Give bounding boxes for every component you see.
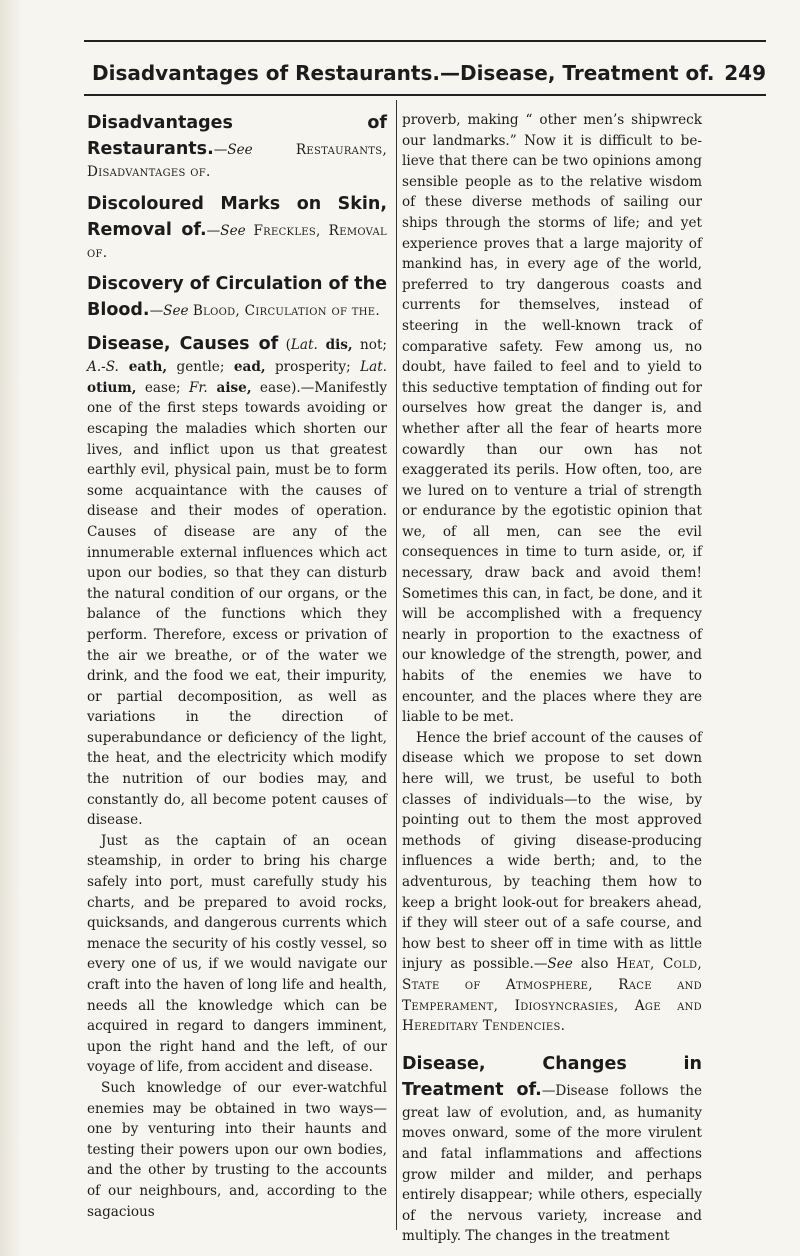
entry-body: —Disease follows the great law of evolution, and, as humanity moves onward, some of the more virulent and fatal inflammations and affections grow milder and milder, and perhaps entirely disappear; while others, especially of the nervous variety, increase and multiply. The changes in the treatment [402,1082,702,1245]
paragraph: proverb, making “ other men’s shipwreck our landmarks.” Now it is difficult to believe that there can be two opinions among sensible people as to the relative wisdom of these diverse methods of sailing our ships through the storms of life; and yet experience proves that a large majority of mankind has, in every age of the world, preferred to try dangerous coasts and currents for themselves, instead of steering in the well-known track of comparative safety. Few among us, no doubt, have failed to feel and to yield to this seductive temptation of finding out for ourselves how great the danger is, and whether after all the fear of hearts more cowardly than our own has not exaggerated its perils. How often, too, are we lured on to venture a trial of strength or endurance by the egotistic opinion that we, of all men, can see the evil consequences in time to turn aside, or, if necessary, draw back and avoid them! Sometimes this can, in fact, be done, and it will be accomplished with a frequency nearly in proportion to the exactness of our knowledge of the strength, power, and habits of the enemies we have to encounter, and the places where they are liable to be met. [402,112,702,726]
header-rule-bottom [84,94,766,96]
see-label: See [547,956,573,973]
entry-heading: Discovery of Circulation of the Blood. [87,274,387,321]
entry-discoloured-marks: Discoloured Marks on Skin, Removal of.—See Freckles, Removal of. [87,193,387,261]
see-label: See [227,142,253,158]
paragraph: Such knowledge of our ever-watchful enemies may be obtained in two ways—one by venturing into their haunts and testing their powers upon our own bodies, and the other by trusting to the accounts of our neighbours, and, according to the sagacious [87,1079,387,1220]
page-number: 249 [724,61,766,85]
running-head [92,58,766,88]
left-column [87,110,387,1222]
entry-disadvantages-of-restaurants: Disadvantages of Restaurants.—See Restaurants, Disadvantages of. [87,113,387,180]
entry-heading: Discoloured Marks on Skin, Removal of. [87,193,387,240]
see-label: See [163,303,189,320]
column-divider [396,100,397,1230]
entry-disease-causes-of: Disease, Causes of (Lat. dis, not; A.-S. eath, gentle; ead, prosperity; Lat. otium, ease; Fr. aise, ease).—Manifestly one of the first steps towards avoiding or escaping the maladies which shorten our lives, and inflict upon us that greatest earthly evil, physical pain, must be to form some acquaintance with the causes of disease and their modes of operation. Causes of disease are any of the innumerable external influences which act upon our bodies, so that they can disturb the natural condition of our organs, or the balance of the functions which they perform. Therefore, excess or privation of the air we breathe, or of the water we drink, and the food we eat, their impurity, or partial decomposition, as well as variations in the direction of superabundance or deficiency of the light, the heat, and the electricity which modify the nutrition of our bodies may, and constantly do, all become potent causes of disease. [87,334,387,829]
cross-reference: Freckles, Removal of. [87,222,387,261]
paragraph-with-cross-reference: Hence the brief account of the causes of disease which we propose to set down here will, we trust, be useful to both classes of individuals—to the wise, by pointing out to them the most approved methods of giving disease-producing influences a wide berth; and, to the adventurous, by teaching them how to keep a bright look-out for breakers ahead, if they will steer out of a safe course, and how best to sheer off in time with as little injury as possible.—See also Heat, Cold, State of Atmosphere, Race and Temperament, Idiosyncrasies, Age and Hereditary Tendencies. [402,729,702,1035]
entry-discovery-of-circulation: Discovery of Circulation of the Blood.—See Blood, Circulation of the. [87,274,387,321]
cross-reference: Restaurants, Disadvantages of. [87,142,387,180]
see-label: See [220,222,246,239]
cross-reference: Heat, Cold, State of Atmosphere, Race and Temperament, Idiosyncrasies, Age and Hereditary Tendencies. [402,956,702,1035]
entry-heading: Disease, Causes of [87,334,279,355]
entry-heading: Disadvantages of Restaurants. [87,113,387,159]
page-gutter-shadow [0,0,22,1256]
cross-reference: Blood, Circulation of the. [192,303,381,320]
paragraph: Just as the captain of an ocean steamship, in order to bring his charge safely into port, must carefully study his charts, and be prepared to avoid rocks, quicksands, and dangerous currents which menace the security of his costly vessel, so every one of us, if we would navigate our craft into the haven of long life and health, needs all the knowledge which can be acquired in regard to dangers imminent, upon the right hand and the left, of our voyage of life, from accident and disease. [87,832,387,1076]
entry-heading: Disease, Changes in Treatment of. [402,1053,702,1100]
entry-body: —Manifestly one of the first steps towards avoiding or escaping the maladies which shorten our lives, and inflict upon us that greatest earthly evil, physical pain, must be to form some acquaintance with the causes of disease and their modes of operation. Causes of disease are any of the innumerable external influences which act upon our bodies, so that they can disturb the natural condition of our organs, or the balance of the functions which they perform. Therefore, excess or privation of the air we breathe, or of the water we drink, and the food we eat, their impurity, or partial decomposition, as well as variations in the direction of superabundance or deficiency of the light, the heat, and the electricity which modify the nutrition of our bodies may, and constantly do, all become potent causes of disease. [87,379,387,829]
right-column [402,110,702,1247]
entry-disease-changes-in-treatment [402,1051,702,1247]
running-head-title: Disadvantages of Restaurants.—Disease, Treatment of. [92,61,715,85]
header-rule-top [84,40,766,42]
